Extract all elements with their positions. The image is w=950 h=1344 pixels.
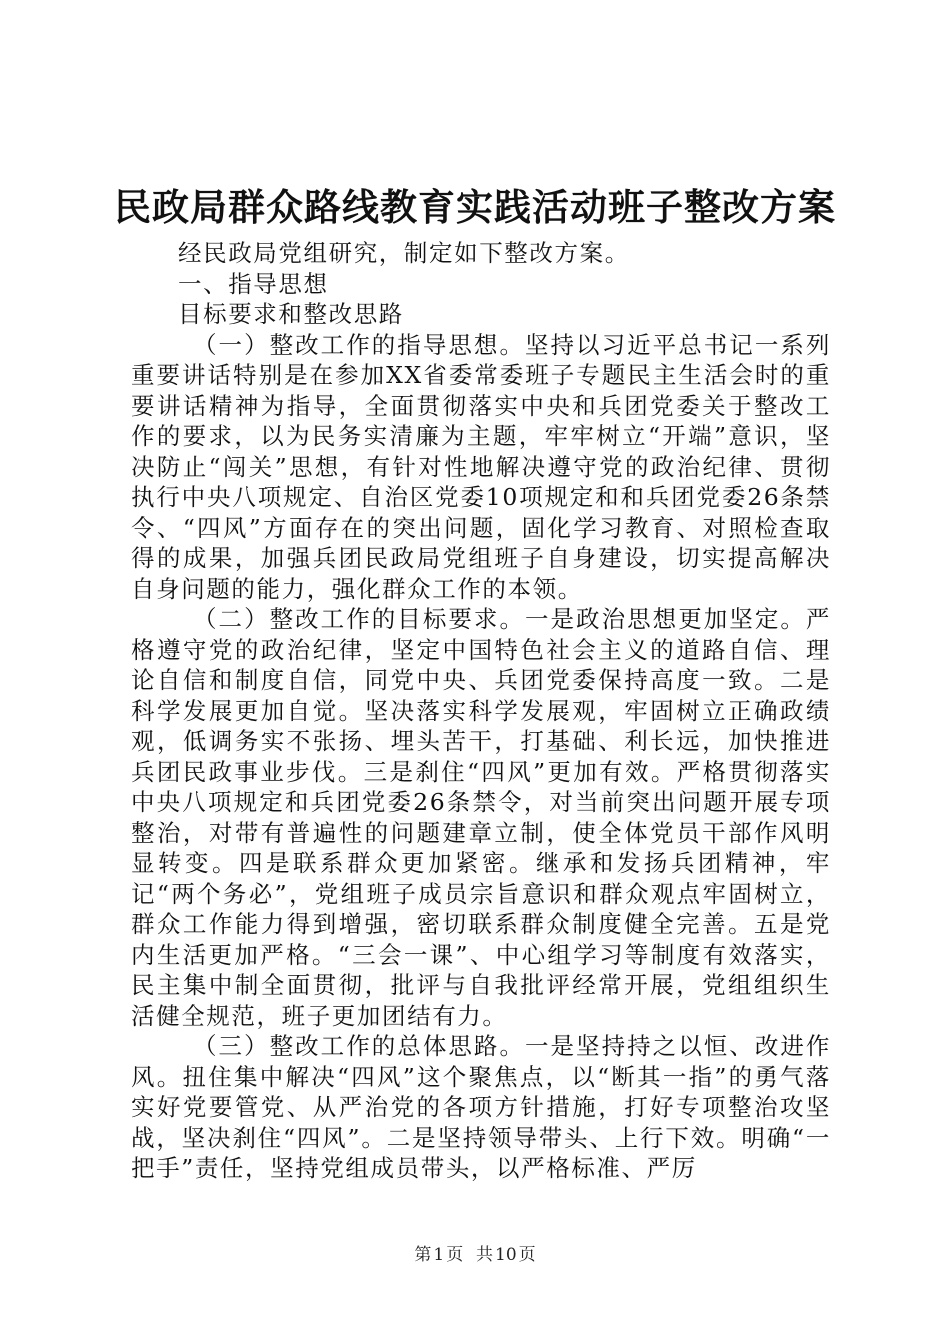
section-subheading: 目标要求和整改思路	[178, 300, 404, 328]
page-number: 1	[433, 1245, 445, 1265]
document-title: 民政局群众路线教育实践活动班子整改方案	[114, 185, 836, 229]
paragraph-goals: （二）整改工作的目标要求。一是政治思想更加坚定。严格遵守党的政治纪律，坚定中国特色社会主义的道路自信、理论自信和制度自信，同党中央、兵团党委保持高度一致。二是科学发展更加自觉。坚决落实科学发展观，牢固树立正确政绩观，低调务实不张扬、埋头苦干，打基础、利长远，加快推进兵团民政事业步伐。三是刹住“四风”更加有效。严格贯彻落实中央八项规定和兵团党委26条禁令，对当前突出问题开展专项整治，对带有普遍性的问题建章立制，使全体党员干部作风明显转变。四是联系群众更加紧密。继承和发扬兵团精神，牢记“两个务必”，党组班子成员宗旨意识和群众观点牢固树立，群众工作能力得到增强，密切联系群众制度健全完善。五是党内生活更加严格。“三会一课”、中心组学习等制度有效落实，民主集中制全面贯彻，批评与自我批评经常开展，党组组织生活健全规范，班子更加团结有力。	[131, 605, 831, 1030]
total-label-prefix: 共	[476, 1245, 493, 1265]
paragraph-guiding-thought: （一）整改工作的指导思想。坚持以习近平总书记一系列重要讲话特别是在参加XX省委常委班子专题民主生活会时的重要讲话精神为指导，全面贯彻落实中央和兵团党委关于整改工作的要求，以为民务实清廉为主题，牢牢树立“开端”意识，坚决防止“闯关”思想，有针对性地解决遵守党的政治纪律、贯彻执行中央八项规定、自治区党委10项规定和和兵团党委26条禁令、“四风”方面存在的突出问题，固化学习教育、对照检查取得的成果，加强兵团民政局党组班子自身建设，切实提高解决自身问题的能力，强化群众工作的本领。	[131, 330, 831, 603]
section-heading: 一、指导思想	[178, 269, 329, 298]
page-label-prefix: 第	[414, 1245, 432, 1265]
document-body	[131, 238, 831, 1184]
total-label-suffix: 页	[518, 1245, 536, 1265]
page-label-suffix: 页	[446, 1245, 464, 1265]
total-pages: 10	[495, 1245, 517, 1265]
paragraph-approach: （三）整改工作的总体思路。一是坚持持之以恒、改进作风。扭住集中解决“四风”这个聚焦点，以“断其一指”的勇气落实好党要管党、从严治党的各项方针措施，打好专项整治攻坚战，坚决刹住“四风”。二是坚持领导带头、上行下效。明确“一把手”责任，坚持党组成员带头，以严格标准、严厉	[131, 1032, 831, 1182]
intro-paragraph: 经民政局党组研究，制定如下整改方案。	[178, 239, 630, 267]
page-footer	[0, 1243, 950, 1267]
